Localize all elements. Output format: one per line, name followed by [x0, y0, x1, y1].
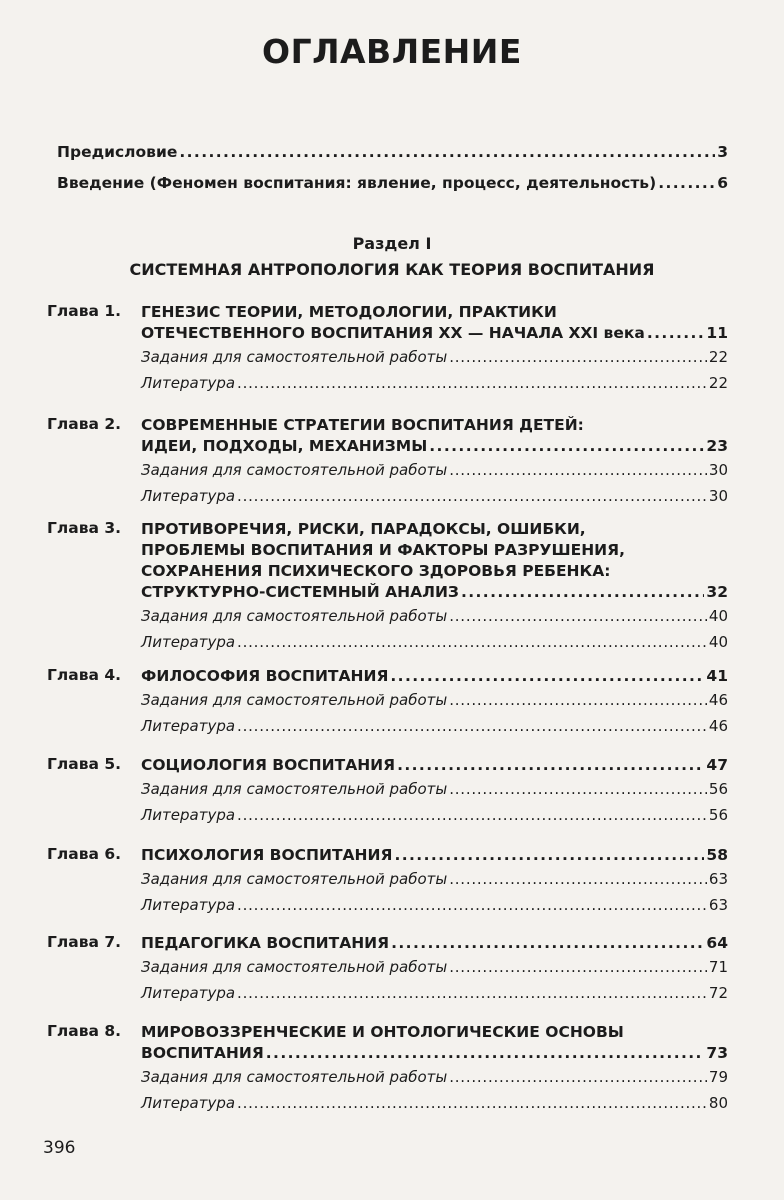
dot-leader [237, 370, 707, 397]
literature-entry[interactable]: Литература . . . 40 [141, 629, 728, 656]
toc-page-number: 3 [717, 143, 728, 161]
literature-entry[interactable]: Литература . . . 56 [141, 802, 728, 829]
toc-entry-text: Предисловие [57, 143, 178, 161]
dot-leader [429, 436, 704, 457]
chapter-5-entry[interactable] [141, 755, 728, 829]
toc-entry-preface[interactable] [57, 143, 728, 161]
literature-entry[interactable]: Литература . . . 72 [141, 980, 728, 1007]
chapter-label: Глава 1. [47, 302, 122, 320]
dot-leader [237, 629, 707, 656]
toc-page-number: 41 [706, 667, 728, 685]
chapter-title-line: СТРУКТУРНО-СИСТЕМНЫЙ АНАЛИЗ [141, 583, 459, 601]
chapter-label: Глава 2. [47, 415, 122, 433]
toc-page-number: 73 [706, 1044, 728, 1062]
tasks-entry[interactable]: Задания для самостоятельной работы . . . 22 [141, 344, 728, 371]
dot-leader [237, 802, 707, 829]
chapter-label: Глава 3. [47, 519, 122, 537]
tasks-entry[interactable]: Задания для самостоятельной работы . . . 63 [141, 866, 728, 893]
dot-leader [390, 666, 704, 687]
dot-leader [394, 845, 704, 866]
toc-page-number: 47 [706, 756, 728, 774]
chapter-title-line: ИДЕИ, ПОДХОДЫ, МЕХАНИЗМЫ [141, 437, 428, 455]
chapter-6-entry[interactable] [141, 845, 728, 919]
literature-entry[interactable]: Литература . . . 22 [141, 370, 728, 397]
dot-leader [461, 582, 704, 603]
toc-page-number: 58 [706, 846, 728, 864]
tasks-entry[interactable]: Задания для самостоятельной работы . . . 30 [141, 457, 728, 484]
chapter-8-entry[interactable] [141, 1022, 728, 1117]
dot-leader [449, 776, 707, 803]
section-title: СИСТЕМНАЯ АНТРОПОЛОГИЯ КАК ТЕОРИЯ ВОСПИТАНИЯ [129, 260, 655, 279]
chapter-title-line: МИРОВОЗЗРЕНЧЕСКИЕ И ОНТОЛОГИЧЕСКИЕ ОСНОВЫ [141, 1023, 624, 1041]
toc-page-number: 32 [706, 583, 728, 601]
dot-leader [179, 143, 715, 161]
tasks-entry[interactable]: Задания для самостоятельной работы . . . 79 [141, 1064, 728, 1091]
chapter-title-line: ПЕДАГОГИКА ВОСПИТАНИЯ [141, 934, 390, 952]
dot-leader [237, 980, 707, 1007]
dot-leader [237, 1090, 707, 1117]
literature-entry[interactable]: Литература . . . 46 [141, 713, 728, 740]
chapter-title-line: СОХРАНЕНИЯ ПСИХИЧЕСКОГО ЗДОРОВЬЯ РЕБЕНКА: [141, 562, 611, 580]
literature-entry[interactable]: Литература . . . 63 [141, 892, 728, 919]
chapter-2-entry[interactable] [141, 415, 728, 510]
chapter-title-line: ПСИХОЛОГИЯ ВОСПИТАНИЯ [141, 846, 393, 864]
chapter-4-entry[interactable] [141, 666, 728, 740]
dot-leader [449, 866, 707, 893]
chapter-1-entry[interactable] [141, 302, 728, 397]
toc-page-number: 11 [706, 324, 728, 342]
tasks-entry[interactable]: Задания для самостоятельной работы . . . 56 [141, 776, 728, 803]
dot-leader [449, 687, 707, 714]
dot-leader [391, 933, 704, 954]
dot-leader [449, 457, 707, 484]
page-number: 396 [43, 1138, 76, 1158]
chapter-label: Глава 7. [47, 933, 122, 951]
tasks-entry[interactable]: Задания для самостоятельной работы . . . 40 [141, 603, 728, 630]
section-label: Раздел I [352, 234, 432, 253]
chapter-label: Глава 6. [47, 845, 122, 863]
toc-entry-introduction[interactable] [57, 174, 728, 192]
chapter-label: Глава 5. [47, 755, 122, 773]
toc-page-number: 6 [717, 174, 728, 192]
toc-page-number: 64 [706, 934, 728, 952]
dot-leader [449, 344, 707, 371]
page-title: ОГЛАВЛЕНИЕ [262, 32, 522, 71]
chapter-label: Глава 8. [47, 1022, 122, 1040]
chapter-7-entry[interactable] [141, 933, 728, 1007]
chapter-title-line: ВОСПИТАНИЯ [141, 1044, 264, 1062]
chapter-title-line: ПРОБЛЕМЫ ВОСПИТАНИЯ И ФАКТОРЫ РАЗРУШЕНИЯ, [141, 541, 625, 559]
dot-leader [266, 1043, 705, 1064]
chapter-3-entry[interactable] [141, 519, 728, 656]
dot-leader [449, 603, 707, 630]
chapter-label: Глава 4. [47, 666, 122, 684]
toc-entry-text: Введение (Феномен воспитания: явление, процесс, деятельность) [57, 174, 657, 192]
toc-page-number: 23 [706, 437, 728, 455]
dot-leader [237, 483, 707, 510]
chapter-title-line: СОВРЕМЕННЫЕ СТРАТЕГИИ ВОСПИТАНИЯ ДЕТЕЙ: [141, 416, 584, 434]
dot-leader [237, 892, 707, 919]
chapter-title-line: ОТЕЧЕСТВЕННОГО ВОСПИТАНИЯ XX — НАЧАЛА XXI века [141, 324, 645, 342]
dot-leader [658, 174, 715, 192]
literature-entry[interactable]: Литература . . . 30 [141, 483, 728, 510]
dot-leader [397, 755, 704, 776]
dot-leader [237, 713, 707, 740]
literature-entry[interactable]: Литература . . . 80 [141, 1090, 728, 1117]
tasks-entry[interactable]: Задания для самостоятельной работы . . . 46 [141, 687, 728, 714]
chapter-title-line: ПРОТИВОРЕЧИЯ, РИСКИ, ПАРАДОКСЫ, ОШИБКИ, [141, 520, 586, 538]
dot-leader [449, 1064, 707, 1091]
tasks-entry[interactable]: Задания для самостоятельной работы . . . 71 [141, 954, 728, 981]
chapter-title-line: ФИЛОСОФИЯ ВОСПИТАНИЯ [141, 667, 389, 685]
dot-leader [449, 954, 707, 981]
chapter-title-line: ГЕНЕЗИС ТЕОРИИ, МЕТОДОЛОГИИ, ПРАКТИКИ [141, 303, 557, 321]
chapter-title-line: СОЦИОЛОГИЯ ВОСПИТАНИЯ [141, 756, 396, 774]
dot-leader [647, 323, 705, 344]
